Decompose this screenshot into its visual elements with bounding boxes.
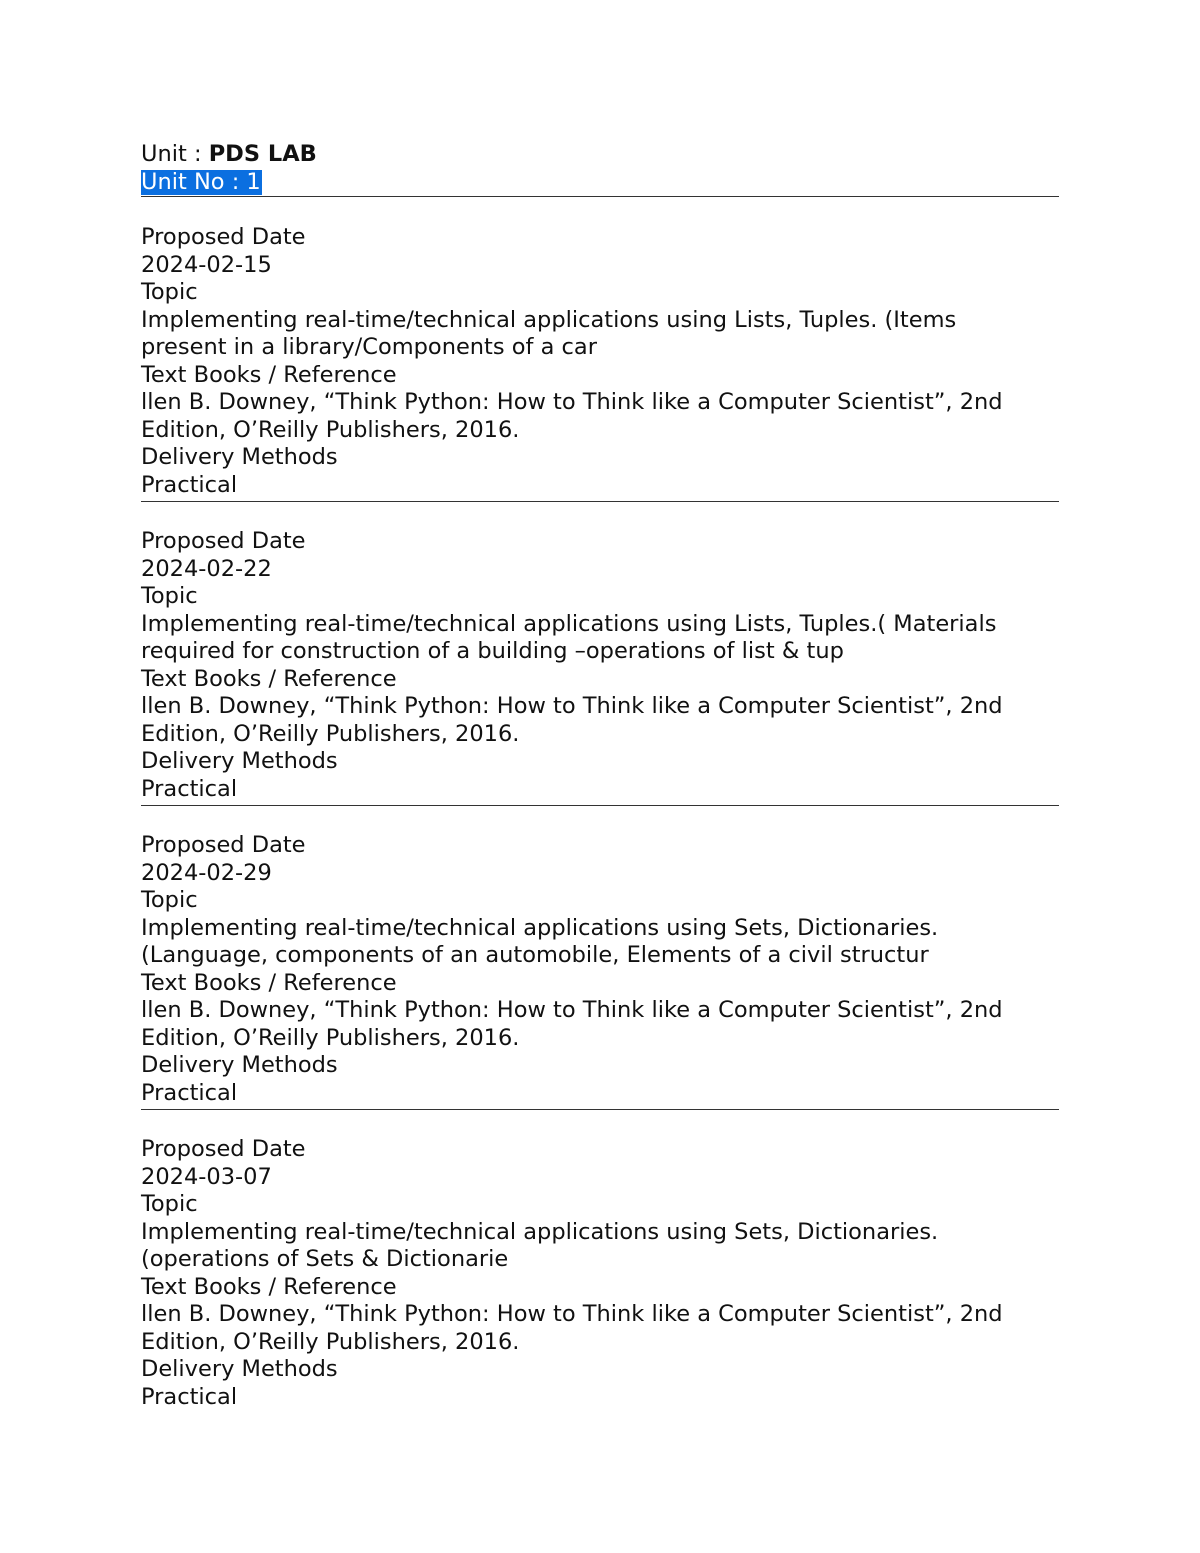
- unit-number-selected-text[interactable]: Unit No : 1: [141, 169, 261, 195]
- unit-prefix: Unit :: [141, 141, 209, 167]
- proposed-date-value: 2024-02-22: [141, 555, 272, 582]
- topic-label: Topic: [141, 583, 198, 609]
- reference-label: Text Books / Reference: [141, 969, 397, 996]
- schedule-entry-4: [141, 1136, 1059, 1411]
- delivery-methods-value: Practical: [141, 1079, 238, 1106]
- proposed-date-label: Proposed Date: [141, 1136, 306, 1162]
- proposed-date-label: Proposed Date: [141, 224, 306, 250]
- reference-text-line-2: Edition, O’Reilly Publishers, 2016.: [141, 1328, 520, 1355]
- topic-text-line-2: (operations of Sets & Dictionarie: [141, 1246, 509, 1272]
- topic-text-line-1: Implementing real-time/technical applications using Lists, Tuples.( Materials: [141, 610, 997, 637]
- document-page: [141, 140, 1059, 1411]
- reference-label: Text Books / Reference: [141, 665, 397, 692]
- proposed-date-label: Proposed Date: [141, 832, 306, 858]
- topic-label: Topic: [141, 1191, 198, 1217]
- delivery-methods-label: Delivery Methods: [141, 1356, 338, 1382]
- unit-name: PDS LAB: [208, 141, 317, 167]
- topic-text-line-2: required for construction of a building –operations of list & tup: [141, 638, 844, 664]
- reference-label: Text Books / Reference: [141, 361, 397, 388]
- unit-heading: [141, 140, 1059, 168]
- topic-text-line-1: Implementing real-time/technical applications using Sets, Dictionaries.: [141, 1218, 939, 1245]
- delivery-methods-value: Practical: [141, 775, 238, 802]
- schedule-entry-2: [141, 528, 1059, 803]
- proposed-date-label: Proposed Date: [141, 528, 306, 554]
- topic-text-line-1: Implementing real-time/technical applications using Lists, Tuples. (Items: [141, 306, 957, 333]
- reference-text-line-1: llen B. Downey, “Think Python: How to Think like a Computer Scientist”, 2nd: [141, 389, 1003, 415]
- reference-text-line-2: Edition, O’Reilly Publishers, 2016.: [141, 416, 520, 443]
- proposed-date-value: 2024-02-29: [141, 859, 272, 886]
- entry-divider: [141, 501, 1059, 502]
- topic-text-line-2: (Language, components of an automobile, Elements of a civil structur: [141, 942, 929, 968]
- delivery-methods-label: Delivery Methods: [141, 444, 338, 470]
- reference-text-line-2: Edition, O’Reilly Publishers, 2016.: [141, 720, 520, 747]
- topic-label: Topic: [141, 887, 198, 913]
- topic-text-line-2: present in a library/Components of a car: [141, 334, 597, 360]
- delivery-methods-value: Practical: [141, 471, 238, 498]
- reference-text-line-1: llen B. Downey, “Think Python: How to Think like a Computer Scientist”, 2nd: [141, 997, 1003, 1023]
- proposed-date-value: 2024-03-07: [141, 1163, 272, 1190]
- reference-label: Text Books / Reference: [141, 1273, 397, 1300]
- schedule-entry-1: [141, 224, 1059, 499]
- topic-text-line-1: Implementing real-time/technical applications using Sets, Dictionaries.: [141, 914, 939, 941]
- delivery-methods-label: Delivery Methods: [141, 1052, 338, 1078]
- reference-text-line-1: llen B. Downey, “Think Python: How to Think like a Computer Scientist”, 2nd: [141, 693, 1003, 719]
- unit-number-line[interactable]: [141, 168, 1059, 196]
- reference-text-line-2: Edition, O’Reilly Publishers, 2016.: [141, 1024, 520, 1051]
- entry-divider: [141, 805, 1059, 806]
- proposed-date-value: 2024-02-15: [141, 251, 272, 278]
- schedule-entry-3: [141, 832, 1059, 1107]
- topic-label: Topic: [141, 279, 198, 305]
- delivery-methods-label: Delivery Methods: [141, 748, 338, 774]
- header-divider: [141, 196, 1059, 197]
- entry-divider: [141, 1109, 1059, 1110]
- delivery-methods-value: Practical: [141, 1383, 238, 1410]
- reference-text-line-1: llen B. Downey, “Think Python: How to Think like a Computer Scientist”, 2nd: [141, 1301, 1003, 1327]
